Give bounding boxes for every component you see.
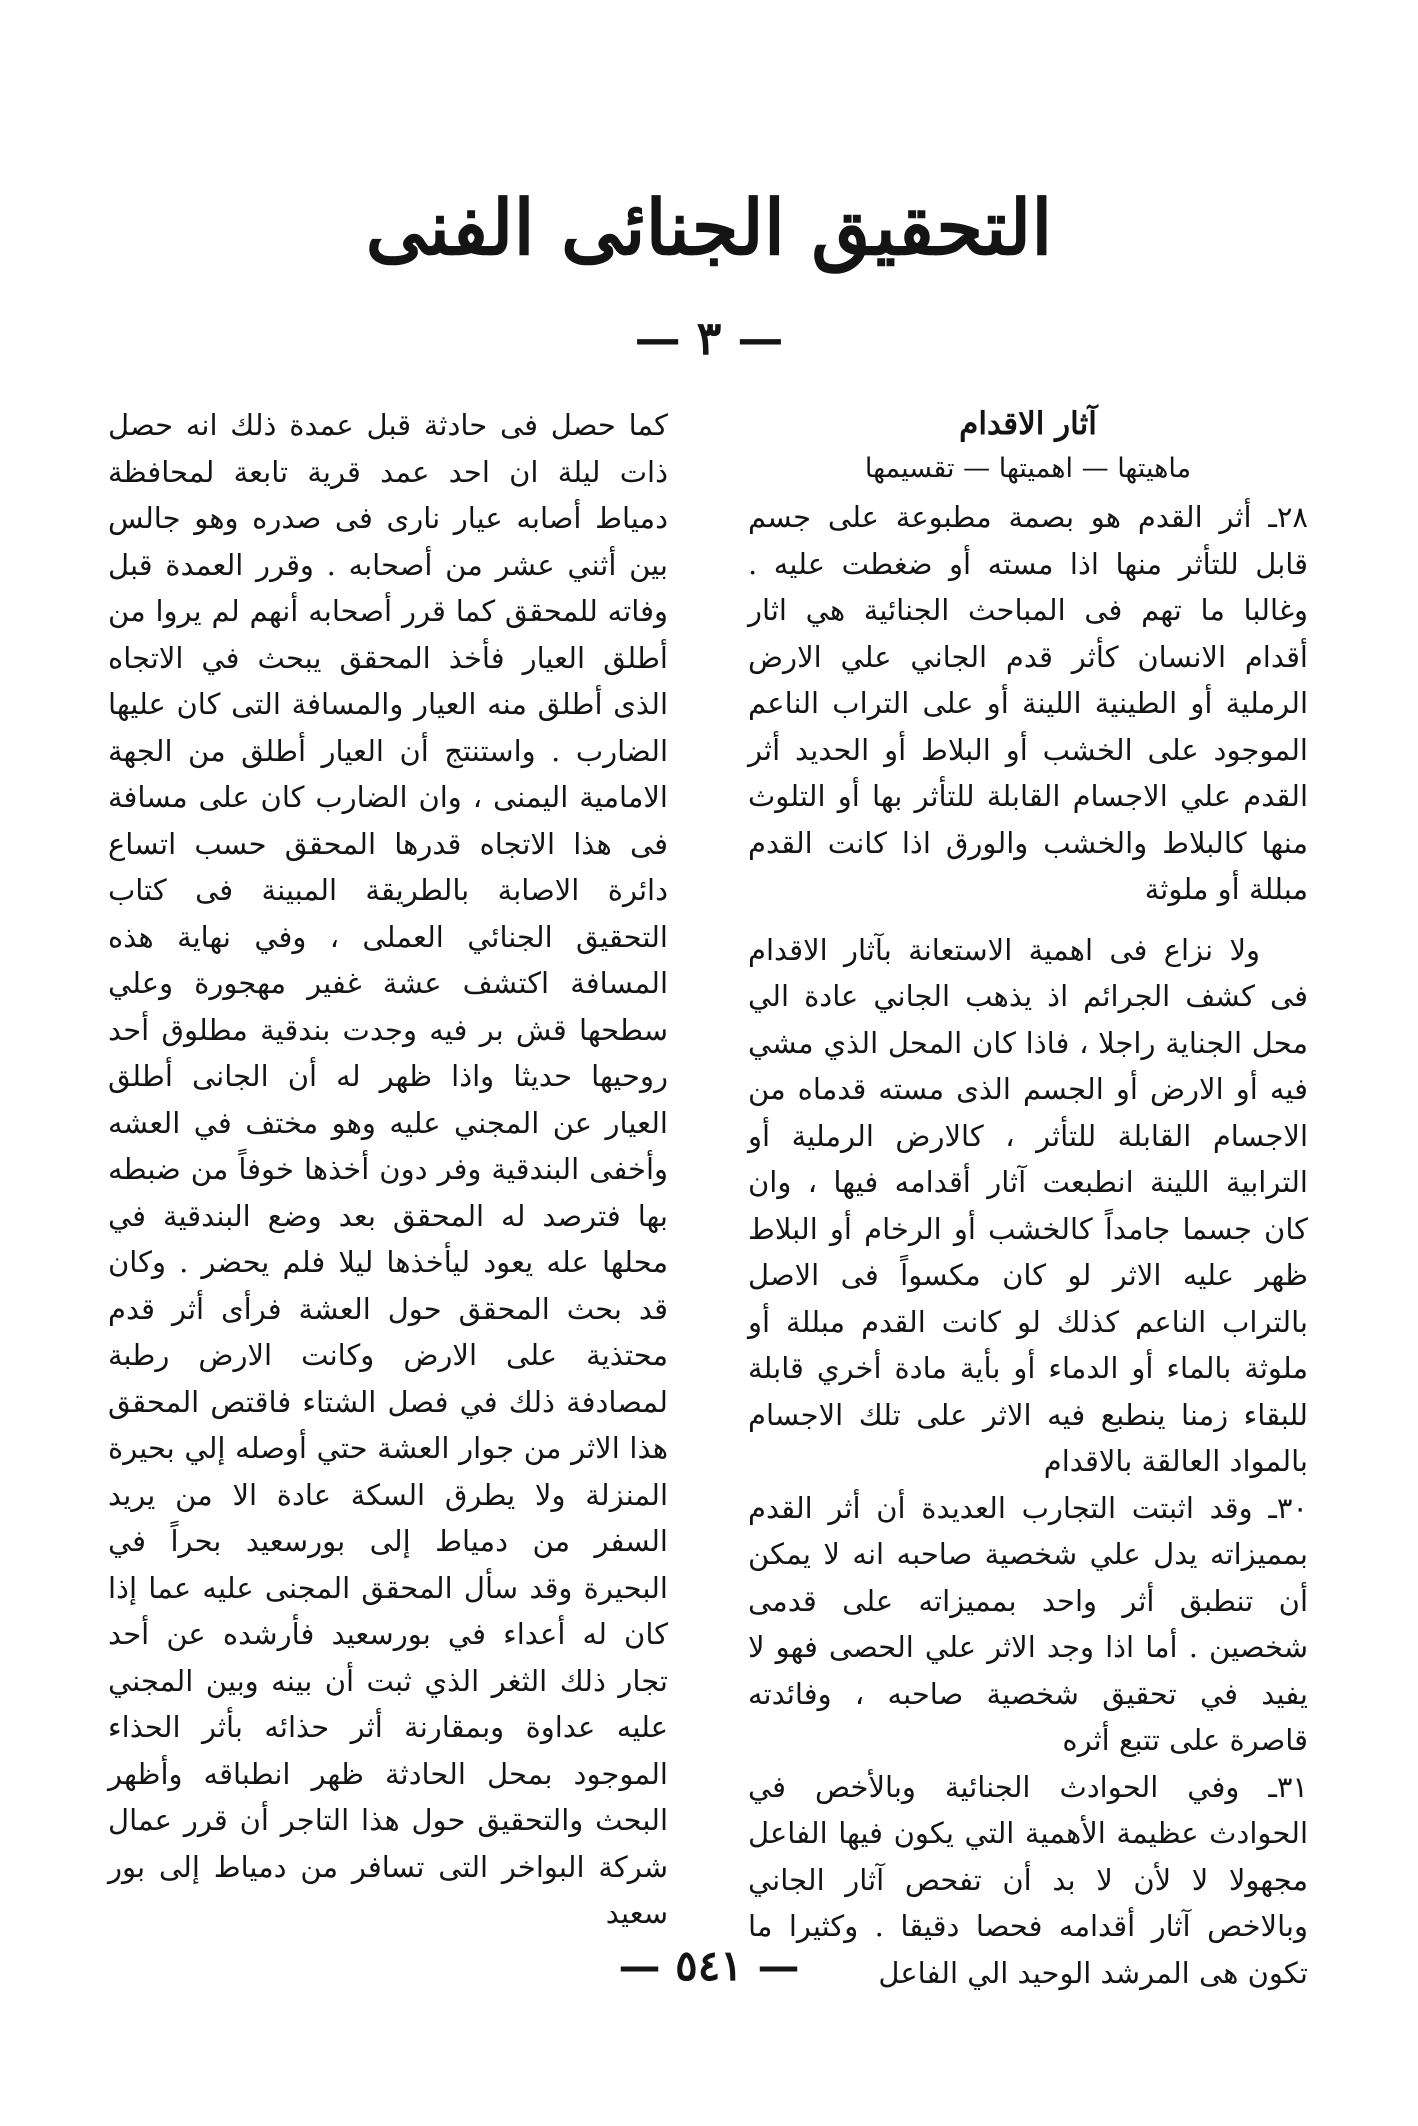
paragraph-30: ٣٠ـ وقد اثبتت التجارب العديدة أن أثر القدم بمميزاته يدل علي شخصية صاحبه انه لا يمكن أن تنطبق أثر واحد بمميزاته على قدمى شخصين . أما اذا وجد الاثر علي الحصى فهو لا يفيد في تحقيق شخصية صاحبه ، وفائدته قاصرة على تتبع أثره [748, 1490, 1308, 1757]
article-title: التحقيق الجنائى الفنى [365, 183, 1053, 272]
paragraph-31: ٣١ـ وفي الحوادث الجنائية وبالأخص في الحوادث عظيمة الأهمية التي يكون فيها الفاعل مجهولا لا لأن لا بد أن تفحص آثار الجاني وبالاخص آثار أقدامه فحصا دقيقا . وكثيرا ما تكون هى المرشد الوحيد الي الفاعل [748, 1769, 1308, 1990]
section-heading: آثار الاقدام [959, 406, 1097, 442]
paragraph-footprint-importance: ولا نزاع فى اهمية الاستعانة بآثار الاقدام فى كشف الجرائم اذ يذهب الجاني عادة الي محل الجناية راجلا ، فاذا كان المحل الذي مشي فيه أو الارض أو الجسم الذى مسته قدماه من الاجسام القابلة للتأثر ، كالارض الرملية أو الترابية اللينة انطبعت آثار أقدامه فيها ، وان كان جسما جامداً كالخشب أو الرخام أو البلاط ظهر عليه الاثر لو كان مكسواً فى الاصل بالتراب الناعم كذلك لو كانت القدم مبللة أو ملوثة بالماء أو الدماء أو بأية مادة أخري قابلة للبقاء زمنا ينطبع فيه الاثر على تلك الاجسام بالمواد العالقة بالاقدام [748, 932, 1308, 1478]
article-part-number: — ٣ — [634, 311, 784, 365]
paragraph-spacer [748, 913, 1308, 927]
page-number: — ٥٤١ — [618, 1941, 800, 1990]
paragraph-28: ٢٨ـ أثر القدم هو بصمة مطبوعة على جسم قابل للتأثر منها اذا مسته أو ضغطت عليه . وغالبا ما تهم فى المباحث الجنائية هي اثار أقدام الانسان كأثر قدم الجاني علي الارض الرملية أو الطينية اللينة أو على التراب الناعم الموجود على الخشب أو البلاط أو الحديد أثر القدم علي الاجسام القابلة للتأثر بها أو التلوث منها كالبلاط والخشب والورق اذا كانت القدم مبللة أو ملوثة [748, 500, 1308, 906]
left-column [108, 402, 668, 1930]
paragraph-damietta-case: كما حصل فى حادثة قبل عمدة ذلك انه حصل ذات ليلة ان احد عمد قرية تابعة لمحافظة دمياط أصابه عيار نارى فى صدره وهو جالس بين أثني عشر من أصحابه . وقرر العمدة قبل وفاته للمحقق كما قرر أصحابه أنهم لم يروا من أطلق العيار فأخذ المحقق يبحث في الاتجاه الذى أطلق منه العيار والمسافة التى كان عليها الضارب . واستنتج أن العيار أطلق من الجهة الامامية اليمنى ، وان الضارب كان على مسافة فى هذا الاتجاه قدرها المحقق حسب اتساع دائرة الاصابة بالطريقة المبينة فى كتاب التحقيق الجنائي العملى ، وفي نهاية هذه المسافة اكتشف عشة غفير مهجورة وعلي سطحها قش بر فيه وجدت بندقية مطلوق أحد روحيها حديثا واذا ظهر له أن الجانى أطلق العيار عن المجني عليه وهو مختف في العشه وأخفى البندقية وفر دون أخذها خوفاً من ضبطه بها فترصد له المحقق بعد وضع البندقية في محلها عله يعود ليأخذها ليلا فلم يحضر . وكان قد بحث المحقق حول العشة فرأى أثر قدم محتذية على الارض وكانت الارض رطبة لمصادفة ذلك في فصل الشتاء فاقتص المحقق هذا الاثر من جوار العشة حتي أوصله إلي بحيرة المنزلة ولا يطرق السكة عادة الا من يريد السفر من دمياط إلى بورسعيد بحراً في البحيرة وقد سأل المحقق المجنى عليه عما إذا كان له أعداء في بورسعيد فأرشده عن أحد تجار ذلك الثغر الذي ثبت أن بينه وبين المجني عليه عداوة وبمقارنة أثر حذائه بأثر الحذاء الموجود بمحل الحادثة ظهر انطباقه وأظهر البحث والتحقيق حول هذا التاجر أن قرر عمال شركة البواخر التى تسافر من دمياط إلى بور سعيد [108, 408, 668, 1930]
section-subheading: ماهيتها — اهميتها — تقسيمها [864, 453, 1192, 484]
right-column [748, 402, 1308, 1990]
